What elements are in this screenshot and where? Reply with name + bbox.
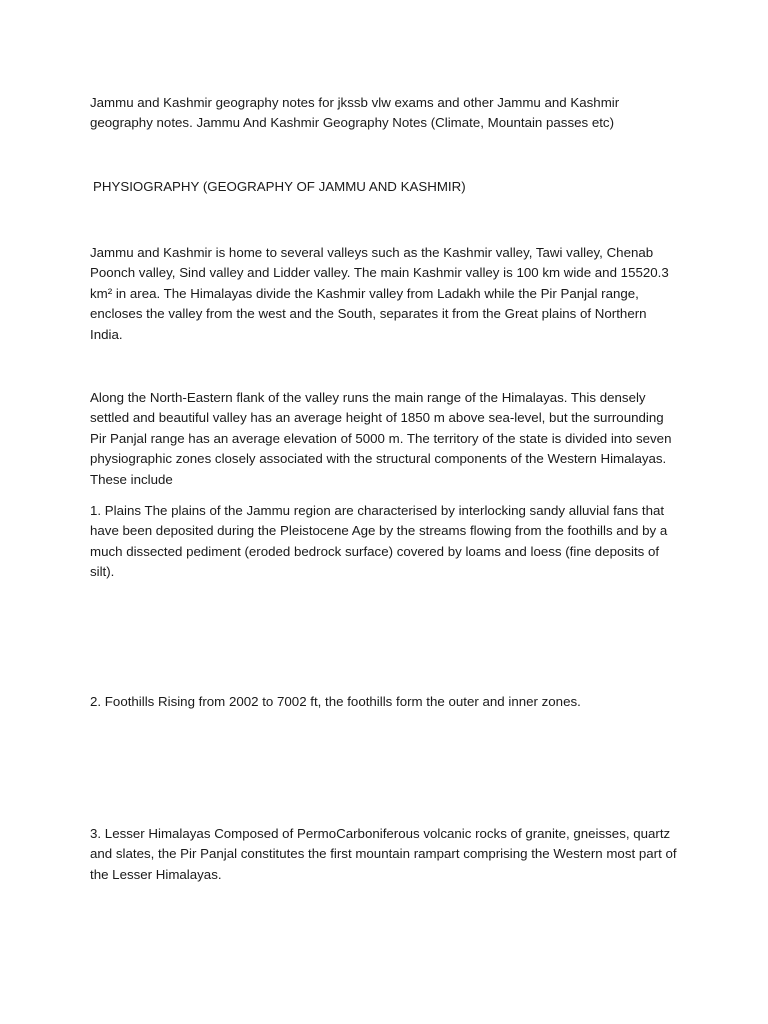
- list-item-number: 3.: [90, 826, 102, 841]
- list-item-text: Composed of PermoCarboniferous volcanic rocks of granite, gneisses, quartz and slates, the Pir Panjal constitutes the first mountain rampart comprising the Western most part of the Lesser Himalayas.: [90, 826, 677, 882]
- intro-paragraph: Jammu and Kashmir geography notes for jkssb vlw exams and other Jammu and Kashmir geography notes. Jammu And Kashmir Geography Notes (Climate, Mountain passes etc): [90, 95, 620, 131]
- section-heading: PHYSIOGRAPHY (GEOGRAPHY OF JAMMU AND KASHMIR): [93, 179, 466, 194]
- himalayas-paragraph: Along the North-Eastern flank of the valley runs the main range of the Himalayas. This densely settled and beautiful valley has an average height of 1850 m above sea-level, but the surrounding Pir Panjal range has an average elevation of 5000 m. The territory of the state is divided into seven physiographic zones closely associated with the structural components of the Western Himalayas. These include: [90, 390, 672, 487]
- list-item-term: Lesser Himalayas: [104, 826, 211, 841]
- list-item-foothills: [90, 692, 682, 712]
- list-item-text: The plains of the Jammu region are characterised by interlocking sandy alluvial fans that have been deposited during the Pleistocene Age by the streams flowing from the foothills and by a much dissected pediment (eroded bedrock surface) covered by loams and loess (fine deposits of silt).: [90, 503, 668, 580]
- list-item-number: 2.: [90, 694, 102, 709]
- list-item-term: Plains: [104, 503, 142, 518]
- valleys-paragraph: Jammu and Kashmir is home to several valleys such as the Kashmir valley, Tawi valley, Chenab Poonch valley, Sind valley and Lidder valley. The main Kashmir valley is 100 km wide and 15520.3 km² in area. The Himalayas divide the Kashmir valley from Ladakh while the Pir Panjal range, encloses the valley from the west and the South, separates it from the Great plains of Northern India.: [90, 245, 669, 342]
- list-item-term: Foothills: [104, 694, 155, 709]
- list-item-plains: [90, 501, 682, 583]
- list-item-number: 1.: [90, 503, 102, 518]
- list-item-lesser-himalayas: [90, 824, 682, 885]
- list-item-text: Rising from 2002 to 7002 ft, the foothills form the outer and inner zones.: [158, 694, 581, 709]
